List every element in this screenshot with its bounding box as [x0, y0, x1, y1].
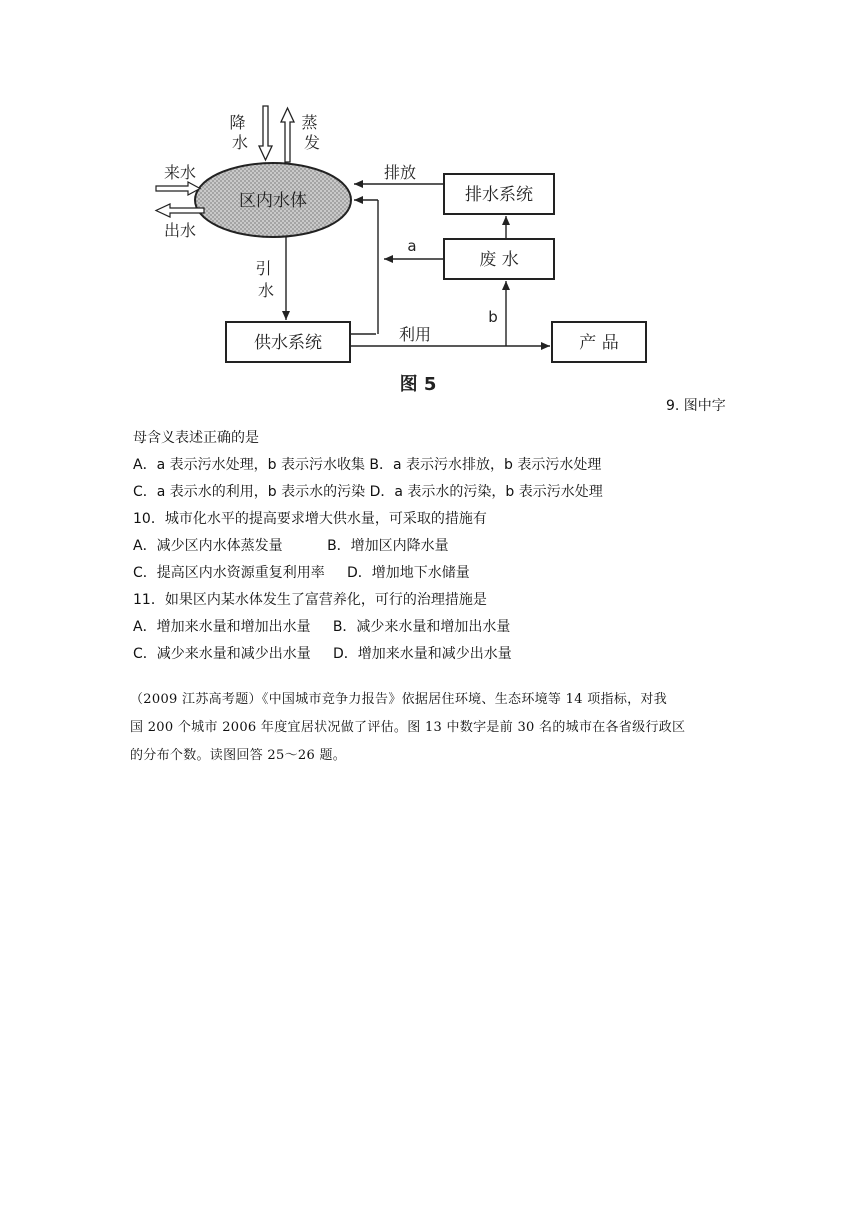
precipitation-label: [229, 113, 250, 152]
drainage-system-label: 排水系统: [465, 185, 533, 205]
inflow-arrow: [156, 182, 200, 195]
utilize-label: 利用: [398, 325, 432, 344]
label-a: a: [407, 237, 417, 255]
supply-system-label: 供水系统: [254, 333, 322, 353]
evaporation-arrow: [281, 108, 294, 162]
outflow-label: 出水: [163, 221, 197, 240]
question-9-stem: 母含义表述正确的是: [133, 430, 259, 446]
question-11-options-ab: A．增加来水量和增加出水量 B．减少来水量和增加出水量: [133, 619, 511, 635]
question-9-options-cd: C．a 表示水的利用，b 表示水的污染 D．a 表示水的污染，b 表示污水处理: [133, 484, 603, 500]
precipitation-arrow: [259, 106, 272, 160]
question-10-options-ab: A．减少区内水体蒸发量 B．增加区内降水量: [133, 538, 449, 554]
question-10-stem: 10．城市化水平的提高要求增大供水量，可采取的措施有: [133, 511, 487, 527]
question-9-options-ab: A．a 表示污水处理，b 表示污水收集 B．a 表示污水排放，b 表示污水处理: [133, 457, 602, 473]
passage-line-2: 国 200 个城市 2006 年度宜居状况做了评估。图 13 中数字是前 30 名的城市在各省级行政区: [130, 720, 686, 735]
question-11-options-cd: C．减少来水量和减少出水量 D．增加来水量和减少出水量: [133, 646, 512, 662]
question-11-stem: 11．如果区内某水体发生了富营养化，可行的治理措施是: [133, 592, 487, 608]
precipitation-text: 降: [229, 113, 246, 132]
passage-line-1: （2009 江苏高考题）《中国城市竞争力报告》依据居住环境、生态环境等 14 项指标，对我: [130, 692, 668, 707]
draw-water-label: 引 水: [255, 259, 275, 300]
question-10-options-cd: C．提高区内水资源重复利用率 D．增加地下水储量: [133, 565, 470, 581]
water-body-label: 区内水体: [239, 191, 307, 211]
label-b: b: [488, 308, 498, 326]
water-cycle-diagram: [148, 104, 668, 404]
precipitation-text-2: 水: [231, 133, 249, 152]
product-label: 产 品: [579, 333, 619, 353]
passage-line-3: 的分布个数。读图回答 25～26 题。: [130, 748, 347, 763]
question-9-number: 9. 图中字: [666, 398, 726, 414]
discharge-label: 排放: [383, 163, 417, 182]
evaporation-label: 蒸 发: [301, 113, 321, 152]
inflow-label: 来水: [163, 163, 197, 182]
wastewater-label: 废 水: [479, 250, 519, 270]
figure-caption: 图 5: [399, 374, 437, 395]
